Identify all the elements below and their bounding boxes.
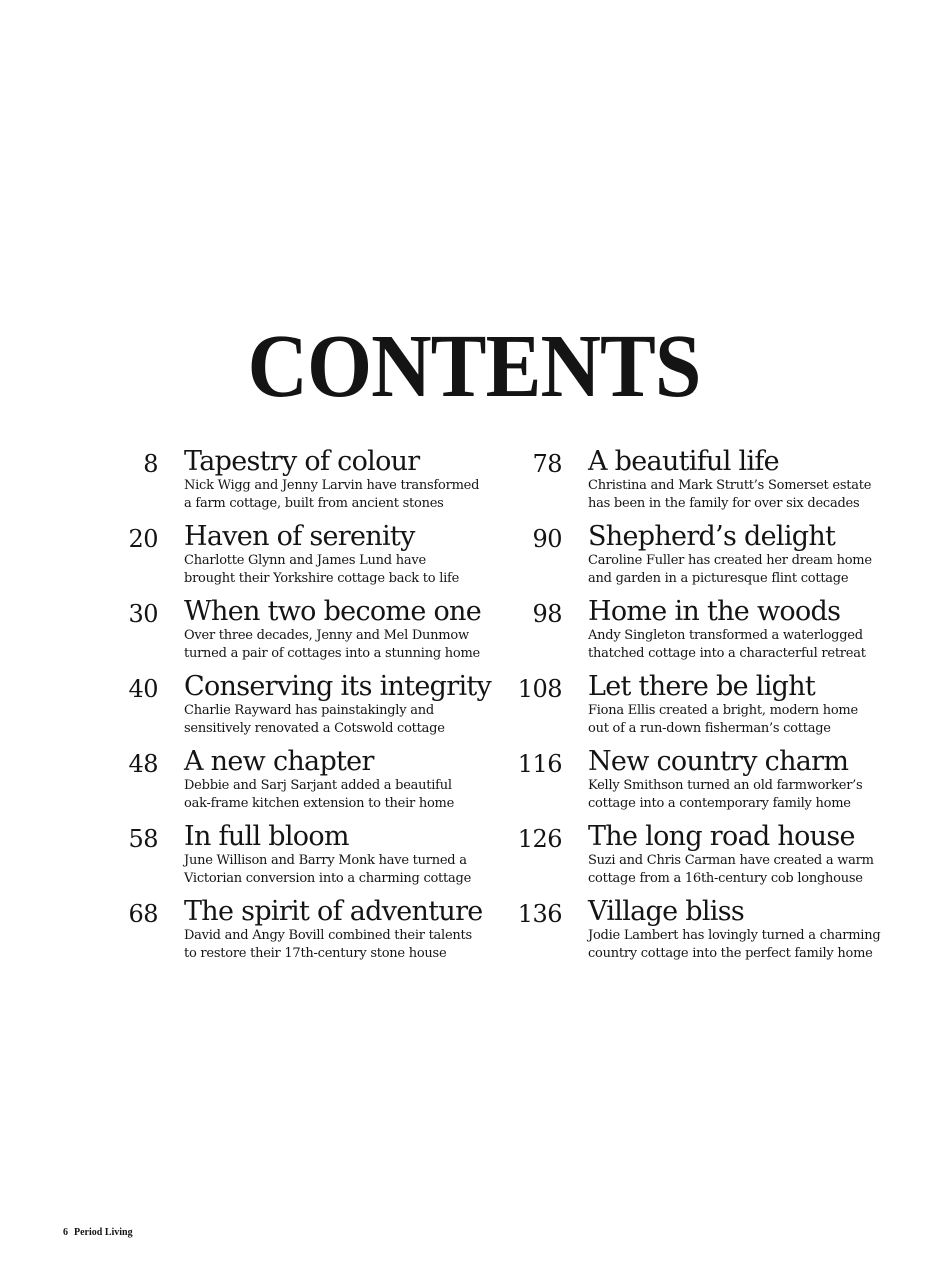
footer-page-number: 6: [63, 1227, 68, 1238]
entry-title: Let there be light: [588, 671, 816, 702]
entry-page-number: 126: [517, 825, 562, 853]
entry-description-line: and garden in a picturesque flint cottage: [588, 570, 849, 586]
entry-title: In full bloom: [184, 821, 349, 852]
contents-entry[interactable]: [0, 896, 483, 971]
entry-description-line: David and Angy Bovill combined their talents: [184, 928, 472, 943]
contents-entry[interactable]: [0, 596, 482, 671]
contents-entry[interactable]: [404, 746, 863, 821]
entry-page-number: 68: [128, 900, 158, 928]
contents-column-right: [404, 446, 881, 971]
entry-description-line: Jodie Lambert has lovingly turned a charming: [588, 928, 881, 943]
entry-description-line: thatched cottage into a characterful retreat: [588, 645, 866, 661]
page-title: CONTENTS: [247, 317, 701, 416]
contents-entry[interactable]: [404, 446, 872, 521]
entry-description-line: Charlie Rayward has painstakingly and: [184, 703, 434, 718]
contents-entry[interactable]: [0, 521, 460, 596]
entry-description-line: brought their Yorkshire cottage back to life: [184, 570, 460, 586]
entry-description-line: to restore their 17th-century stone house: [184, 945, 447, 961]
entry-page-number: 116: [517, 750, 562, 778]
page-footer: [63, 1227, 133, 1238]
contents-entry[interactable]: [404, 596, 866, 671]
entry-page-number: 98: [532, 600, 562, 628]
entry-description-line: country cottage into the perfect family home: [588, 945, 873, 961]
entry-description-line: June Willison and Barry Monk have turned a: [184, 853, 467, 868]
entry-description-line: Christina and Mark Strutt’s Somerset estate: [588, 478, 872, 493]
entry-description-line: Fiona Ellis created a bright, modern home: [588, 703, 858, 718]
entry-description: [588, 552, 888, 587]
entry-title: Home in the woods: [588, 596, 841, 627]
entry-description-line: Andy Singleton transformed a waterlogged: [588, 628, 863, 643]
contents-entry[interactable]: [0, 821, 472, 896]
entry-title: A new chapter: [184, 746, 374, 777]
contents-entry[interactable]: [404, 671, 858, 746]
contents-entry[interactable]: [0, 671, 492, 746]
entry-description: [588, 852, 888, 887]
entry-title: Village bliss: [588, 896, 745, 927]
entry-description-line: a farm cottage, built from ancient stones: [184, 495, 444, 511]
entry-description-line: cottage from a 16th-century cob longhouse: [588, 870, 863, 886]
contents-entry[interactable]: [404, 821, 874, 896]
entry-title: New country charm: [588, 746, 849, 777]
entry-description-line: Victorian conversion into a charming cottage: [184, 870, 472, 886]
entry-title: Haven of serenity: [184, 521, 415, 552]
entry-page-number: 108: [517, 675, 562, 703]
footer-publication-name: Period Living: [74, 1227, 133, 1238]
contents-entry[interactable]: [404, 896, 881, 971]
entry-description-line: Charlotte Glynn and James Lund have: [184, 553, 426, 568]
entry-title: Shepherd’s delight: [588, 521, 836, 552]
entry-description-line: Caroline Fuller has created her dream home: [588, 553, 872, 568]
entry-description-line: Over three decades, Jenny and Mel Dunmow: [184, 628, 469, 643]
entry-description-line: turned a pair of cottages into a stunning home: [184, 645, 480, 661]
contents-column-left: [0, 446, 492, 971]
entry-description: [588, 627, 888, 662]
entry-description-line: cottage into a contemporary family home: [588, 795, 851, 811]
entry-description: [588, 477, 888, 512]
entry-title: The long road house: [588, 821, 855, 852]
entry-description-line: Debbie and Sarj Sarjant added a beautiful: [184, 778, 452, 793]
entry-page-number: 136: [517, 900, 562, 928]
entry-title: Tapestry of colour: [184, 446, 420, 477]
entry-title: A beautiful life: [588, 446, 779, 477]
contents-entry[interactable]: [0, 746, 455, 821]
entry-title: Conserving its integrity: [184, 671, 492, 702]
entry-title: The spirit of adventure: [184, 896, 483, 927]
entry-description-line: oak-frame kitchen extension to their home: [184, 795, 455, 811]
entry-description-line: Suzi and Chris Carman have created a warm: [588, 853, 874, 868]
entry-description: [588, 702, 888, 737]
entry-page-number: 30: [128, 600, 158, 628]
entry-description: [588, 777, 888, 812]
entry-description-line: Nick Wigg and Jenny Larvin have transformed: [184, 478, 480, 493]
entry-page-number: 8: [143, 450, 158, 478]
entry-page-number: 90: [532, 525, 562, 553]
contents-entry[interactable]: [0, 446, 480, 521]
entry-page-number: 48: [128, 750, 158, 778]
entry-description-line: out of a run-down fisherman’s cottage: [588, 720, 831, 736]
entry-title: When two become one: [184, 596, 482, 627]
entry-description-line: Kelly Smithson turned an old farmworker’s: [588, 778, 863, 793]
entry-page-number: 58: [128, 825, 158, 853]
entry-page-number: 40: [128, 675, 158, 703]
entry-page-number: 20: [128, 525, 158, 553]
entry-description-line: has been in the family for over six decades: [588, 495, 860, 511]
contents-entry[interactable]: [404, 521, 872, 596]
entry-page-number: 78: [532, 450, 562, 478]
entry-description: [588, 927, 888, 962]
entry-description-line: sensitively renovated a Cotswold cottage: [184, 720, 445, 736]
